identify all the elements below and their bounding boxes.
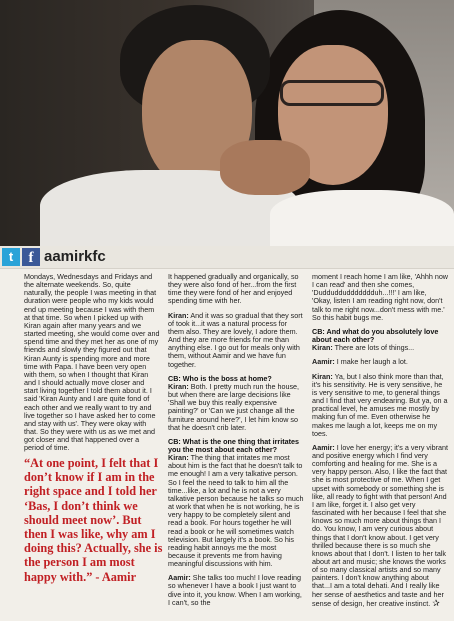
article-column-2 [168, 273, 304, 607]
speaker-label: Aamir: [312, 442, 335, 452]
speaker-label: Kiran: [168, 453, 189, 463]
paragraph-text: And it was so gradual that they sort of took it...it was a natural process for them also. They are lovely, I adore them. And they are more friends for me than anything else. I go out for meals only with them, without Aamir and we have fun together. [168, 310, 303, 369]
photo-woman-top [270, 190, 454, 246]
end-mark-icon: ✰ [432, 597, 440, 608]
pull-quote-text: “At one point, I felt that I don’t know if I am in the right space and I told her ‘Bas, I don’t think we should meet now’. But then I was like, why am I doing this? Actually, she is the person I am most happy with.” [24, 456, 163, 584]
paragraph-text: She talks too much! I love reading so whenever I have a book I just want to dive into it, you know. When I am working, I can't, so the [168, 573, 302, 607]
pull-quote [24, 456, 166, 584]
paragraph [312, 444, 448, 608]
pull-quote-attribution: - Aamir [92, 569, 137, 584]
article-column-1 [24, 273, 160, 452]
paragraph: moment I reach home I am like, 'Ahhh now I can read' and then she comes, 'Duddudduddddddduh...!!!' I am like, 'Okay, listen I am reading right now, don't talk to me right now...don't mess with me.' So this habit bugs me. [312, 272, 449, 322]
photo-hand [220, 140, 310, 195]
question-heading: CB: Who is the boss at home? [168, 373, 272, 383]
speaker-label: Kiran: [312, 343, 333, 353]
speaker-label: Aamir: [168, 573, 191, 583]
cover-photo [0, 0, 454, 246]
speaker-label: Kiran: [312, 371, 333, 381]
speaker-label: Kiran: [168, 310, 189, 320]
question-heading: CB: What is the one thing that irritates you the most about each other? [168, 436, 299, 454]
paragraph-text: I make her laugh a lot. [334, 357, 408, 367]
paragraph-text: I love her energy; it's a very vibrant and positive energy which I find very comforting and healing for me. She is a very happy person. Also, I like the fact that she is most protective of me. When I get upset with somebody or something she is like, all ready to fight with that person! And I am like, forget it. I also get very fascinated with her because I feel that she knows so much more about things than I do. You know, I am very curious about things that I don't know about. I get very thrilled because there is so much she knows about that I don't. I listen to her talk about art and music; she knows the works of so many classical artists and so many painters. I don't know anything about that...I am a total dehati. And I really like her sense of aesthetics and taste and her sense of design, her creative instinct. [312, 442, 449, 608]
paragraph: It happened gradually and organically, so they were also fond of her...from the first time they were fond of her and enjoyed spending time with her. [168, 272, 299, 306]
paragraph [168, 574, 304, 607]
paragraph [312, 344, 448, 352]
facebook-icon: f [22, 248, 40, 266]
paragraph-text: Ya, but I also think more than that, it's his sensitivity. He is very sensitive, he is very sensitive to me, to general things and I find that very endearing. But ya, on a practical level, he amuses me mostly by making fun of me. Even otherwise he makes me laugh a lot, keeps me on my toes. [312, 371, 448, 438]
question-heading: CB: And what do you absolutely love about each other? [312, 326, 439, 345]
paragraph [168, 312, 304, 369]
social-bar [0, 246, 454, 269]
speaker-label: Kiran: [168, 381, 189, 391]
paragraph-text: There are lots of things... [332, 343, 415, 353]
twitter-icon: t [2, 248, 20, 266]
photo-glasses [280, 80, 384, 106]
paragraph [168, 383, 304, 432]
social-handle: aamirkfc [44, 248, 106, 265]
paragraph: Mondays, Wednesdays and Fridays and the alternate weekends. So, quite naturally, the people I was meeting in that duration were people who my kids would end up meeting because I was with them at that time. So when I picked up with Kiran again after many years and we started meeting, she would come over and spend time and they met her as one of my friends and slowly they figured out that Kiran Aunty is spending more and more time with Papa. I have been very open with them, so when I thought that Kiran and I should actually move closer and start living together I told them about it. I said 'Kiran Aunty and I are quite fond of each other and we really want to try and live together so I have asked her to come and stay with us'. They were okay with that. So they were with us as we met and got closer and that happened over a period of time. [24, 272, 160, 453]
speaker-label: Aamir: [312, 357, 335, 367]
article-column-3 [312, 273, 448, 608]
paragraph-text: Both. I pretty much run the house, but when there are large decisions like 'Shall we buy this really expensive painting?' or 'Can we just change all the furniture around here?', I let him know so that he doesn't crib later. [168, 381, 300, 432]
paragraph-text: The thing that irritates me most about him is the fact that he doesn't talk to me enough! I am a very talkative person. So I feel the need to talk to him all the time...like, a lot and he is not a very talkative person because he talks so much at work that when he is not working, he is very happy to be completely silent and read a book. For hours together he will read a book or he will sometimes watch television. But largely it's a book. So his reading habit annoys me the most because it prevents me from having meaningful discussions with him. [168, 453, 304, 569]
paragraph [312, 358, 448, 366]
paragraph [312, 373, 448, 438]
paragraph [168, 454, 304, 568]
